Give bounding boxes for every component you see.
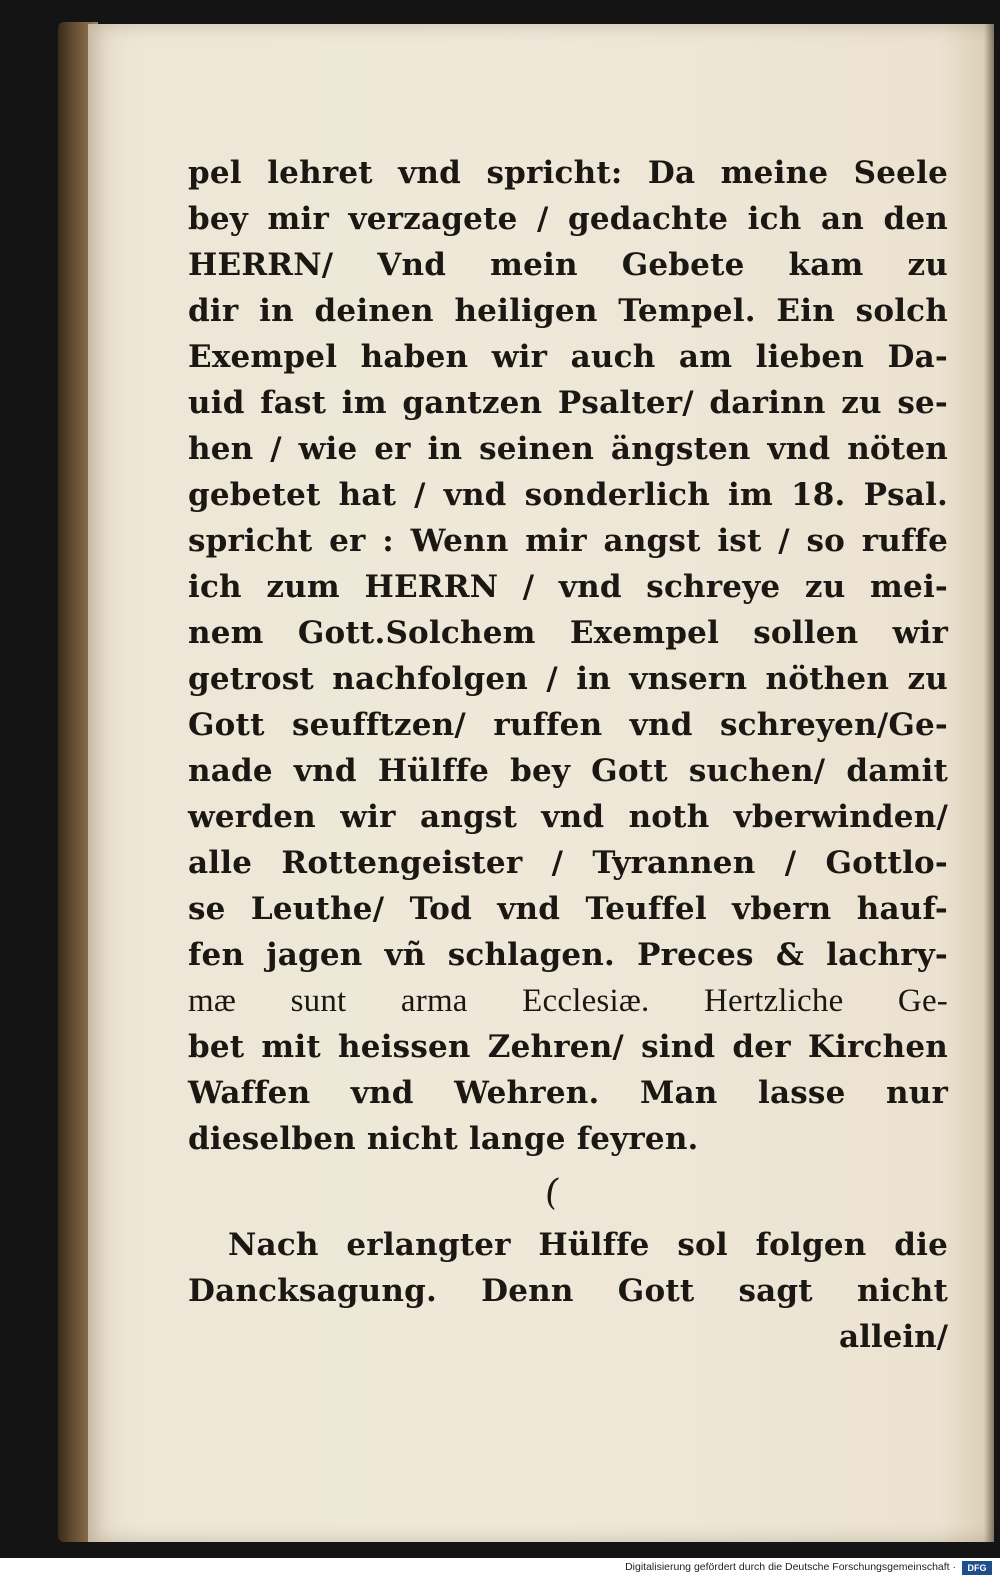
text-line: spricht er : Wenn mir angst ist / so ruffe [188, 523, 948, 559]
text-line: se Leuthe/ Tod vnd Teuffel vbern hauf- [188, 891, 948, 927]
text-line: hen / wie er in seinen ängsten vnd nöten [188, 431, 948, 467]
footer-bar [0, 1558, 1000, 1579]
text-line: nade vnd Hülffe bey Gott suchen/ damit [188, 753, 948, 789]
funding-credit: Digitalisierung gefördert durch die Deutsche Forschungsgemeinschaft · [625, 1561, 956, 1573]
text-line: Waffen vnd Wehren. Man lasse nur [188, 1075, 948, 1111]
text-line: dir in deinen heiligen Tempel. Ein solch [188, 293, 948, 329]
text-line: dieselben nicht lange feyren. [188, 1121, 699, 1157]
text-line: ich zum HERRN / vnd schreye zu mei- [188, 569, 948, 605]
text-line: alle Rottengeister / Tyrannen / Gottlo- [188, 845, 948, 881]
text-line-latin: mæ sunt arma Ecclesiæ. Hertzliche Ge- [188, 983, 948, 1019]
text-line: werden wir angst vnd noth vberwinden/ [188, 799, 948, 835]
ink-mark: ( [542, 1171, 562, 1214]
text-line: Dancksagung. Denn Gott sagt nicht [188, 1273, 948, 1309]
text-line: fen jagen vñ schlagen. Preces & lachry- [188, 937, 948, 973]
catchword: allein/ [839, 1319, 948, 1355]
text-line: uid fast im gantzen Psalter/ darinn zu se- [188, 385, 948, 421]
text-line: getrost nachfolgen / in vnsern nöthen zu [188, 661, 948, 697]
text-line: Nach erlangter Hülffe sol folgen die [228, 1227, 948, 1263]
text-line: Gott seufftzen/ ruffen vnd schreyen/Ge- [188, 707, 948, 743]
text-line: bey mir verzagete / gedachte ich an den [188, 201, 948, 237]
text-line: pel lehret vnd spricht: Da meine Seele [188, 155, 948, 191]
text-line: Exempel haben wir auch am lieben Da- [188, 339, 948, 375]
text-line: bet mit heissen Zehren/ sind der Kirchen [188, 1029, 948, 1065]
page-gutter-shadow [984, 24, 994, 1542]
text-line: gebetet hat / vnd sonderlich im 18. Psal. [188, 477, 948, 513]
text-line: nem Gott.Solchem Exempel sollen wir [188, 615, 948, 651]
main-paragraph [188, 150, 948, 1162]
text-line: HERRN/ Vnd mein Gebete kam zu [188, 247, 948, 283]
dfg-logo: DFG [962, 1561, 992, 1575]
second-paragraph [188, 1222, 948, 1314]
